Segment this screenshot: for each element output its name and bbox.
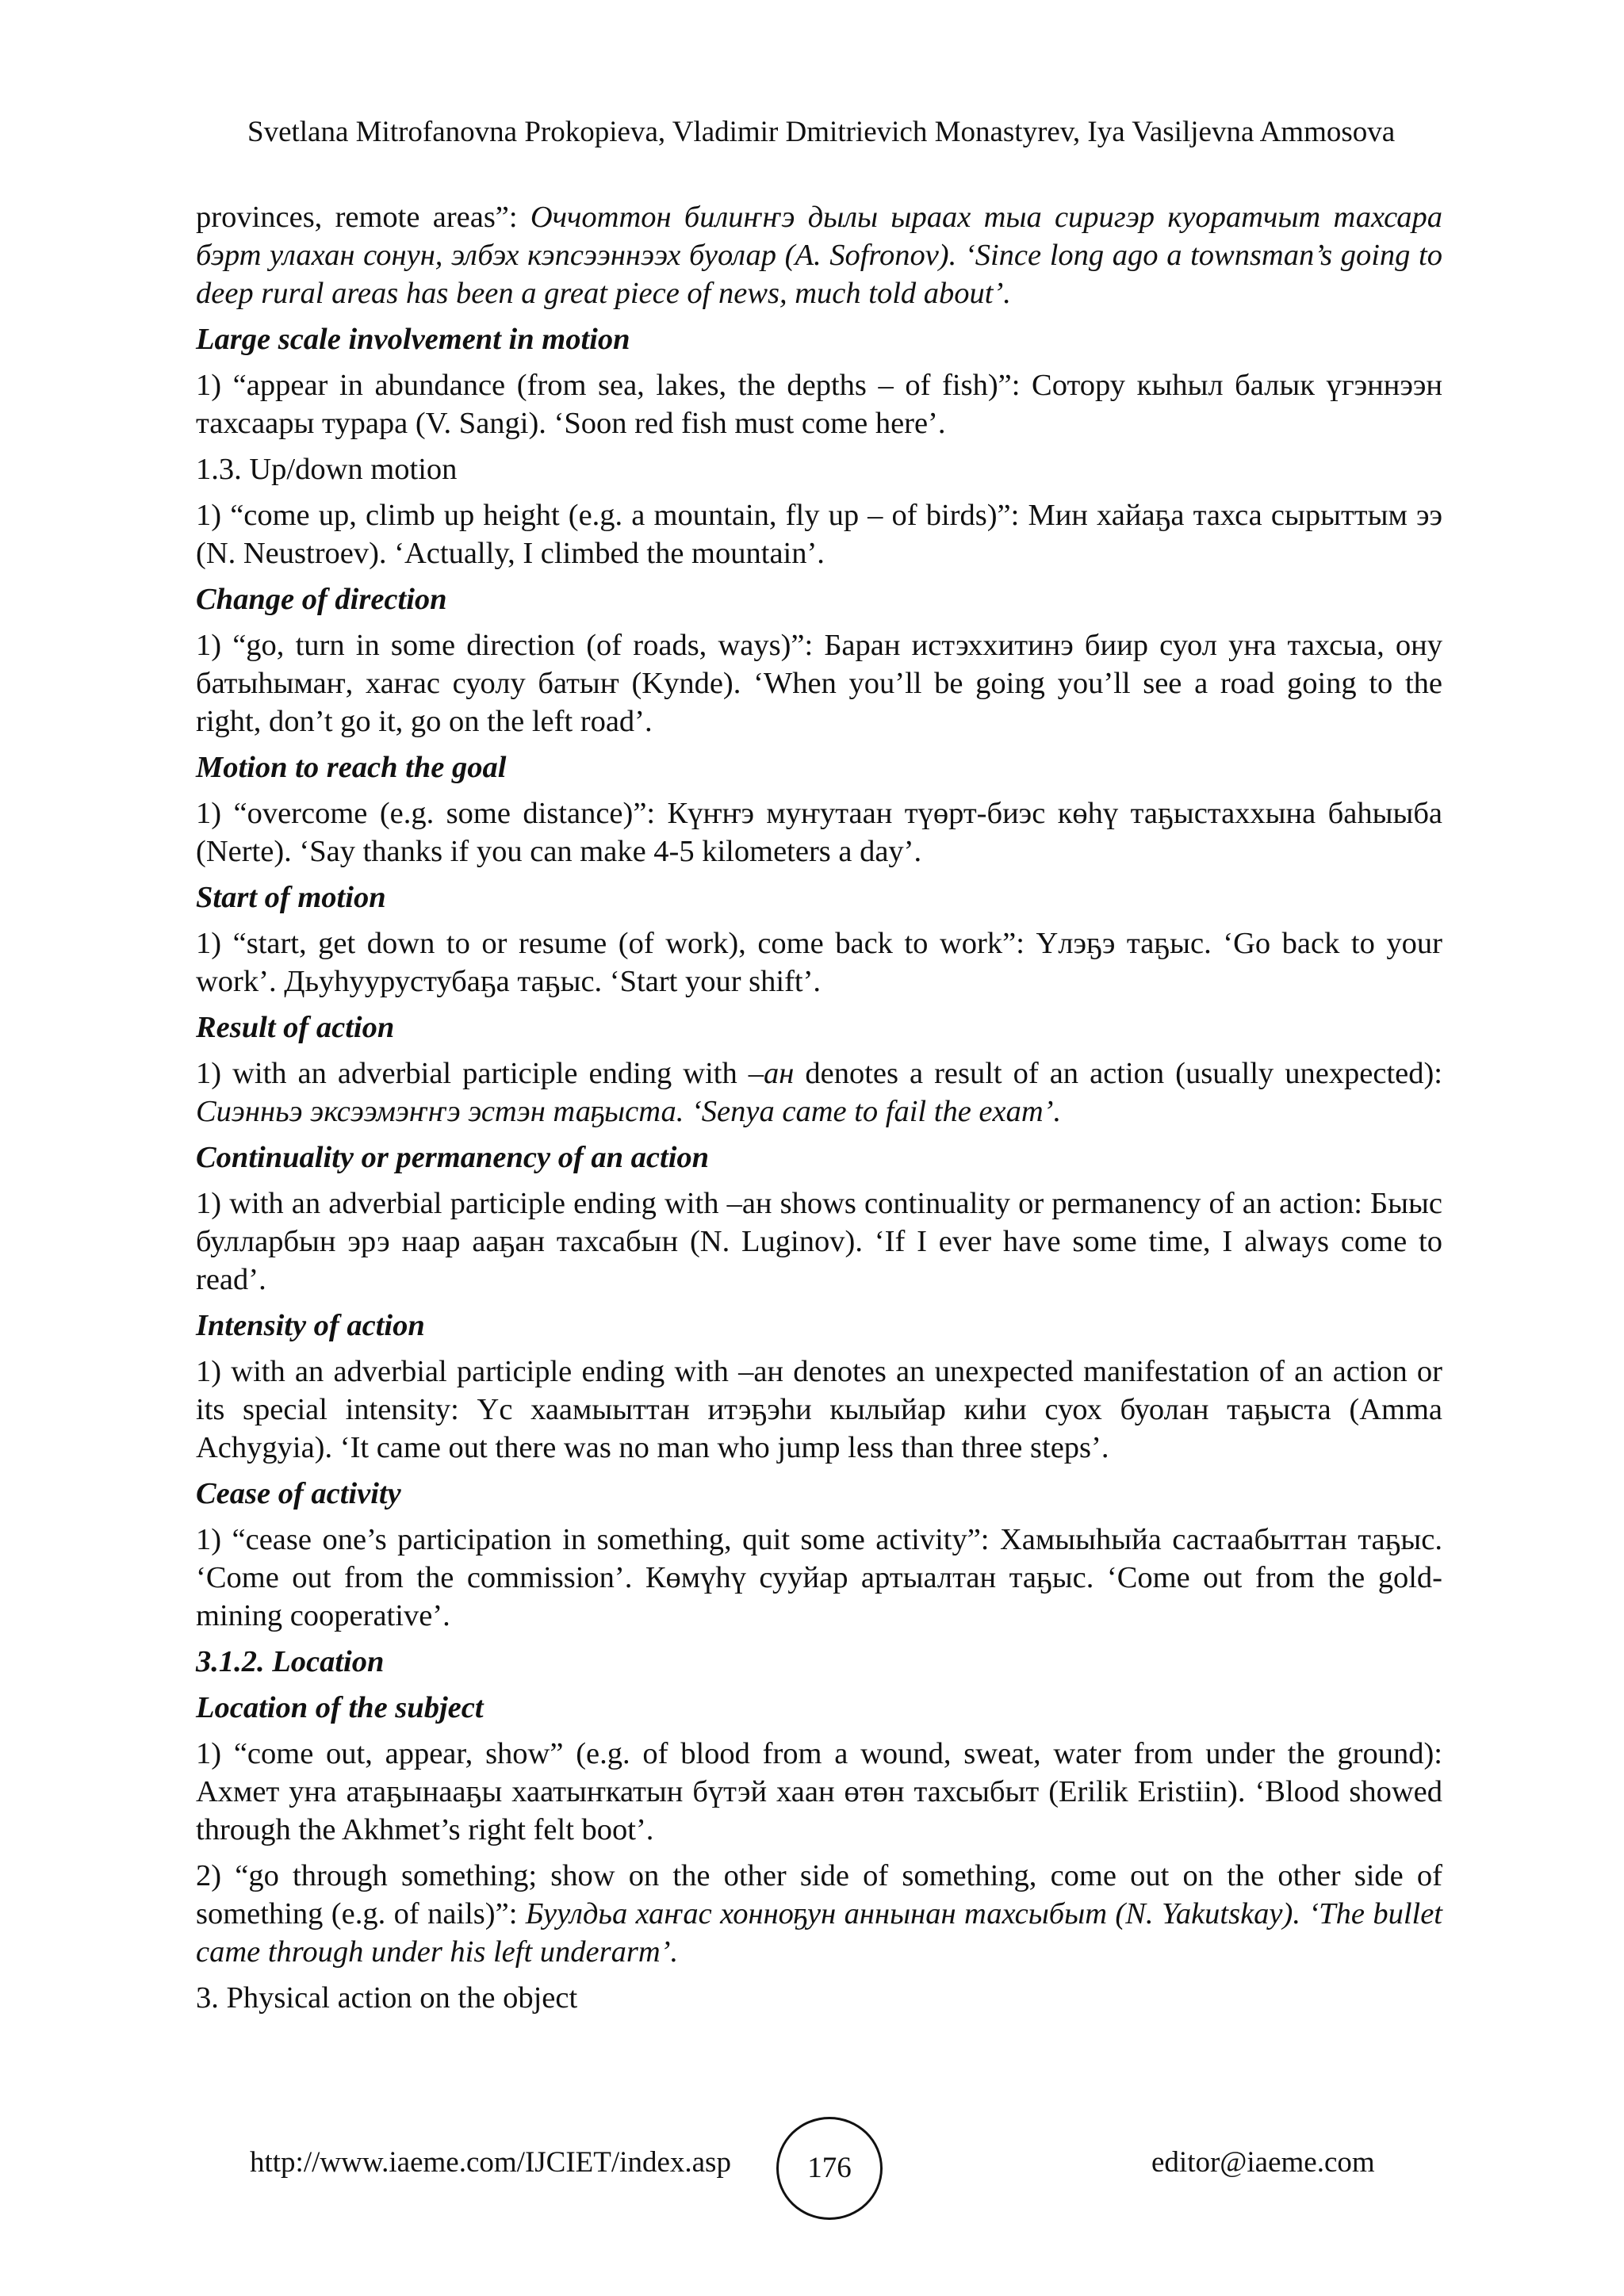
paragraph-provinces [196, 198, 1442, 312]
heading-location-of-subject: Location of the subject [196, 1691, 484, 1724]
paragraph-continuality: 1) with an adverbial participle ending with –ан shows continuality or permanency of an action: Быыс булларбын эрэ наар ааҕан тахсабын (N. Luginov). ‘If I ever have some time, I always come to read’. [196, 1187, 1442, 1296]
provinces-example: Оччоттон билиҥҥэ дылы ыраах тыа сиригэр куоратчыт тахсара бэрт улахан сонун, элбэх кэпсээннээх буолар (A. Sofronov). ‘Since long ago a townsman’s going to deep rural areas has been a great piece of news, much told about’. [196, 201, 1442, 310]
paragraph-intensity: 1) with an adverbial participle ending with –ан denotes an unexpected manifestation of an action or its special intensity: Үс хаамыыттан итэҕэһи кылыйар киһи суох буолан таҕыста (Amma Achygyia). ‘It came out there was no man who jump less than three steps’. [196, 1355, 1442, 1464]
heading-continuality: Continuality or permanency of an action [196, 1141, 710, 1174]
paragraph-go-through [196, 1857, 1442, 1971]
footer-email-link[interactable]: editor@iaeme.com [1151, 2146, 1375, 2179]
page-number-circle [776, 2117, 883, 2220]
provinces-text: provinces, remote areas”: [196, 201, 530, 234]
paragraph-come-out: 1) “come out, appear, show” (e.g. of blood from a wound, sweat, water from under the ground): Ахмет уҥа атаҕынааҕы хаатыҥкатын бүтэй хаан өтөн тахсыбыт (Erilik Eristiin). ‘Blood showed through the Akhmet’s right felt boot’. [196, 1737, 1442, 1846]
section-updown-motion: 1.3. Up/down motion [196, 453, 458, 486]
paragraph-start: 1) “start, get down to or resume (of work), come back to work”: Үлэҕэ таҕыс. ‘Go back to your work’. Дьуһуурустубаҕа таҕыс. ‘Start your shift’. [196, 927, 1442, 998]
heading-cease-of-activity: Cease of activity [196, 1477, 401, 1510]
paragraph-come-up: 1) “come up, climb up height (e.g. a mountain, fly up – of birds)”: Мин хайаҕа тахса сырыттым ээ (N. Neustroev). ‘Actually, I climbed the mountain’. [196, 499, 1442, 570]
footer-url-link[interactable]: http://www.iaeme.com/IJCIET/index.asp [250, 2146, 731, 2179]
heading-start-of-motion: Start of motion [196, 881, 386, 914]
result-example: Сиэнньэ эксээмэҥҥэ эстэн таҕыста. ‘Senya came to fail the exam’. [196, 1095, 1062, 1128]
go-through-example: Буулдьа хаҥас хонноҕун аннынан тахсыбыт (N. Yakutskay). ‘The bullet came through under his left underarm’. [196, 1897, 1442, 1969]
heading-location: 3.1.2. Location [196, 1645, 385, 1678]
result-text-1: 1) with an adverbial participle ending with [196, 1057, 749, 1090]
paragraph-overcome: 1) “overcome (e.g. some distance)”: Күҥҥэ муҥутаан түөрт-биэс көһү таҕыстаххына баһыыба (Nerte). ‘Say thanks if you can make 4-5 kilometers a day’. [196, 797, 1442, 868]
page-footer [0, 2117, 1624, 2220]
page-number: 176 [807, 2152, 852, 2184]
heading-large-scale-involvement: Large scale involvement in motion [196, 323, 630, 356]
heading-intensity: Intensity of action [196, 1309, 425, 1342]
paragraph-turn-direction: 1) “go, turn in some direction (of roads, ways)”: Баран истэххитинэ биир суол уҥа тахсыа, ону батыһымаҥ, хаҥас суолу батыҥ (Kynde). ‘When you’ll be going you’ll see a road going to the right, don’t go it, go on the left road’. [196, 629, 1442, 738]
result-text-2: denotes a result of an action (usually unexpected): [794, 1057, 1443, 1090]
running-header: Svetlana Mitrofanovna Prokopieva, Vladimir Dmitrievich Monastyrev, Iya Vasiljevna Ammosova [247, 116, 1396, 148]
heading-result-of-action: Result of action [196, 1011, 395, 1044]
heading-motion-to-reach-goal: Motion to reach the goal [196, 751, 507, 784]
paragraph-appear-in-abundance: 1) “appear in abundance (from sea, lakes, the depths – of fish)”: Сотору кыһыл балык үгэннээн тахсаары турара (V. Sangi). ‘Soon red fish must come here’. [196, 369, 1442, 440]
result-suffix: –ан [748, 1057, 795, 1090]
paragraph-result [196, 1054, 1442, 1131]
paragraph-cease: 1) “cease one’s participation in something, quit some activity”: Хамыыһыйа састаабыттан таҕыс. ‘Come out from the commission’. Көмүһү сууйар артыалтан таҕыс. ‘Come out from the gold-mining cooperative’. [196, 1523, 1442, 1632]
go-through-text: 2) “go through something; show on the other side of something, come out on the other side of something (e.g. of nails)”: [196, 1859, 1442, 1931]
section-physical-action: 3. Physical action on the object [196, 1981, 578, 2015]
heading-change-of-direction: Change of direction [196, 583, 447, 616]
article-body [196, 198, 1442, 2025]
